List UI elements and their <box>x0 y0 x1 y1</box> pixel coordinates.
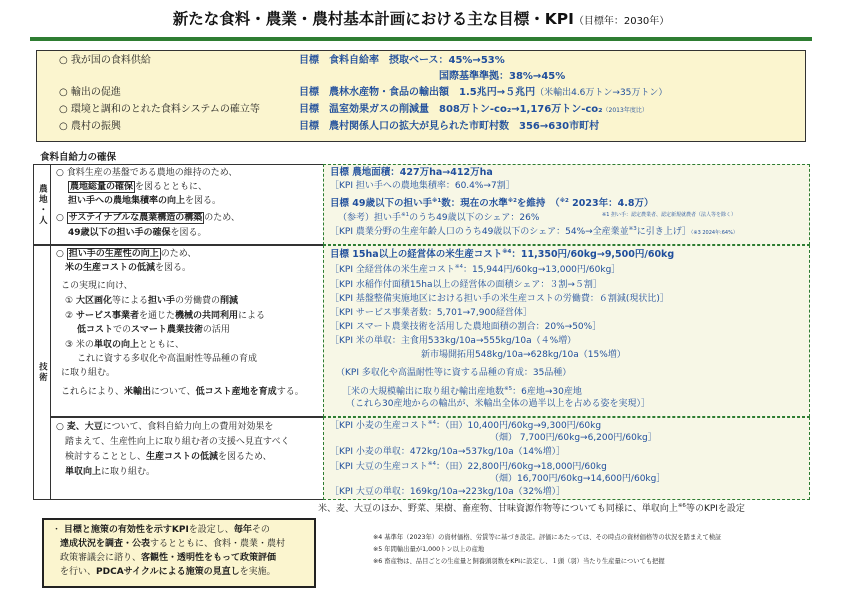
kpi-line: ［KPI スマート農業技術を活用した農地面積の割合：20%→50%］ <box>330 322 602 332</box>
kpi-line: ［KPI 小麦の生産コスト$^{※4}$：（田）10,400円/60kg→9,300円/60kg <box>330 420 602 431</box>
kpi-line: ［KPI 農業分野の生産年齢人口のうち49歳以下のシェア：54%→全産業並$^{※3}$に引き上げ］（※3 2024年:64%） <box>330 226 738 237</box>
pdca-box <box>42 518 316 588</box>
text-line: 農地総量の確保 を図るとともに、 <box>70 182 208 192</box>
summary-label: ○ 農村の振興 <box>59 121 121 132</box>
kpi-line: ［KPI 米の単収：主食用533kg/10a→555kg/10a（４%増） <box>330 336 577 346</box>
title-divider <box>30 37 812 41</box>
text-line: 担い手への農地集積率の向上を図る。 <box>68 196 222 206</box>
kpi-line: （これら30産地からの輸出が、米輸出全体の過半以上を占める姿を実現）］ <box>346 399 650 409</box>
title-target-year: （目標年：2030年） <box>573 16 670 27</box>
title-main: 新たな食料・農業・農村基本計画における主な目標・KPI <box>172 10 574 28</box>
kpi-line: ［KPI 水稲作付面積15ha以上の経営体の面積シェア：３割→５割］ <box>330 280 602 290</box>
kpi-line: ［KPI サービス事業者数：5,701→7,900経営体］ <box>330 308 532 318</box>
text-line: これに資する多収化や高温耐性等品種の育成 <box>77 354 258 364</box>
text-line: ① 大区画化等による担い手の労働費の削減 <box>65 296 239 306</box>
summary-row-environment <box>37 104 805 122</box>
text-line: に取り組む。 <box>61 368 116 378</box>
summary-label: ○ 我が国の食料供給 <box>59 55 151 66</box>
text-line: ・ 目標と施策の有効性を示すKPIを設定し、毎年その <box>52 525 270 535</box>
page-title <box>0 10 842 29</box>
kpi-line: 目標 49歳以下の担い手$^{※1}$数：現在の水準$^{※2}$を維持 （$^{※2}$ 2023年：4.8万） <box>330 198 654 210</box>
kpi-line: （畑）16,700円/60kg→14,600円/60kg］ <box>490 474 666 484</box>
text-line: ② サービス事業者を通じた機械の共同利用による <box>65 311 265 321</box>
summary-box <box>36 50 806 142</box>
summary-row-rural <box>37 121 805 139</box>
summary-target: 目標 食料自給率 摂取ベース：45%→53% <box>299 55 505 66</box>
summary-target: 国際基準準拠：38%→45% <box>439 71 566 82</box>
footnote-5: ※5 年間輸出量が1,000トン以上の産地 <box>373 546 485 553</box>
category-technology: 技術 <box>33 245 51 500</box>
rice-description <box>50 245 324 417</box>
other-crops-note: 米、麦、大豆のほか、野菜、果樹、畜産物、甘味資源作物等についても同様に、単収向上$^{※6}$等のKPIを設定 <box>318 503 745 514</box>
wheat-soy-kpi <box>323 417 810 500</box>
land-description <box>50 164 324 245</box>
kpi-line: ［KPI 大豆の生産コスト$^{※4}$：（田）22,800円/60kg→18,000円/60kg <box>330 461 607 472</box>
kpi-line: ［KPI 担い手への農地集積率：60.4%→7割］ <box>330 181 515 191</box>
kpi-line: （KPI 多収化や高温耐性等に資する品種の育成：35品種） <box>336 368 572 378</box>
kpi-line: ［KPI 小麦の単収：472kg/10a→537kg/10a（14%増）］ <box>330 447 566 457</box>
footnote-6: ※6 畜産物は、品目ごとの生産量と飼養頭羽数をKPIに設定し、１頭（羽）当たり生産量についても把握 <box>373 558 665 565</box>
text-line: 単収向上に取り組む。 <box>65 467 156 477</box>
summary-row-export <box>37 87 805 105</box>
kpi-line: ［米の大規模輸出に取り組む輸出産地数$^{※5}$：6産地→30産地 <box>342 386 582 397</box>
kpi-line: ［KPI 大豆の単収：169kg/10a→223kg/10a（32%増）］ <box>330 487 566 497</box>
footnote-inline: ※1 担い手：認定農業者、認定新規就農者（法人等を除く） <box>602 212 736 218</box>
summary-target: 目標 農林水産物・食品の輸出額 1.5兆円→５兆円（米輸出4.6万トン→35万トン） <box>299 87 668 98</box>
text-line: 49歳以下の担い手の確保を図る。 <box>68 228 207 238</box>
text-line: この実現に向け、 <box>61 281 133 291</box>
text-line: 検討することとし、生産コストの低減を図るため、 <box>65 452 272 462</box>
kpi-line: 新市場開拓用548kg/10a→628kg/10a（15%増） <box>421 350 626 360</box>
kpi-line: （畑） 7,700円/60kg→6,200円/60kg］ <box>490 433 657 443</box>
summary-label: ○ 環境と調和のとれた食料システムの確立等 <box>59 104 260 115</box>
text-line: 政策審議会に諮り、客観性・透明性をもって政策評価 <box>60 553 277 563</box>
kpi-line: 目標 農地面積：427万ha→412万ha <box>330 167 493 178</box>
text-line: ○ 麦、大豆について、食料自給力向上の費用対効果を <box>56 422 274 432</box>
category-land-people: 農地・人 <box>33 164 51 245</box>
kpi-line: ［KPI 基盤整備実施地区における担い手の米生産コストの労働費：６割減(現状比)］ <box>330 294 669 304</box>
text-line: を行い、PDCAサイクルによる施策の見直しを実施。 <box>60 567 276 577</box>
text-line: 踏まえて、生産性向上に取り組む者の支援へ見直すべく <box>65 437 290 447</box>
land-kpi <box>323 164 810 245</box>
text-line: ○ 担い手の生産性の向上 のため、 <box>56 249 197 259</box>
text-line: ○ サステイナブルな農業構造の構築 のため、 <box>56 213 240 223</box>
text-line: 低コストでのスマート農業技術の活用 <box>77 325 230 335</box>
summary-target: 目標 農村関係人口の拡大が見られた市町村数 356→630市町村 <box>299 121 600 132</box>
kpi-line: （参考）担い手$^{※1}$のうち49歳以下のシェア：26% <box>338 212 540 223</box>
kpi-line: ［KPI 全経営体の米生産コスト$^{※4}$：15,944円/60kg→13,000円/60kg］ <box>330 264 621 275</box>
rice-kpi <box>323 245 810 417</box>
summary-target: 目標 温室効果ガスの削減量 808万トン-co₂→1,176万トン-co₂（2013年度比） <box>299 104 648 115</box>
text-line: これらにより、米輸出について、低コスト産地を育成する。 <box>61 387 304 397</box>
kpi-line: 目標 15ha以上の経営体の米生産コスト$^{※4}$：11,350円/60kg→9,500円/60kg <box>330 249 675 261</box>
text-line: ○ 食料生産の基盤である農地の維持のため、 <box>56 168 238 178</box>
summary-label: ○ 輸出の促進 <box>59 87 121 98</box>
text-line: 達成状況を調査・公表するとともに、食料・農業・農村 <box>60 539 286 549</box>
footnote-4: ※4 基準年（2023年）の資材価格、労賃等に基づき設定。評価にあたっては、その時点の資材価格等の状況を踏まえて検証 <box>373 534 722 541</box>
wheat-soy-description <box>50 417 324 500</box>
section-heading: 食料自給力の確保 <box>40 152 117 163</box>
text-line: ③ 米の単収の向上とともに、 <box>65 340 184 350</box>
text-line: 米の生産コストの低減を図る。 <box>65 263 192 273</box>
